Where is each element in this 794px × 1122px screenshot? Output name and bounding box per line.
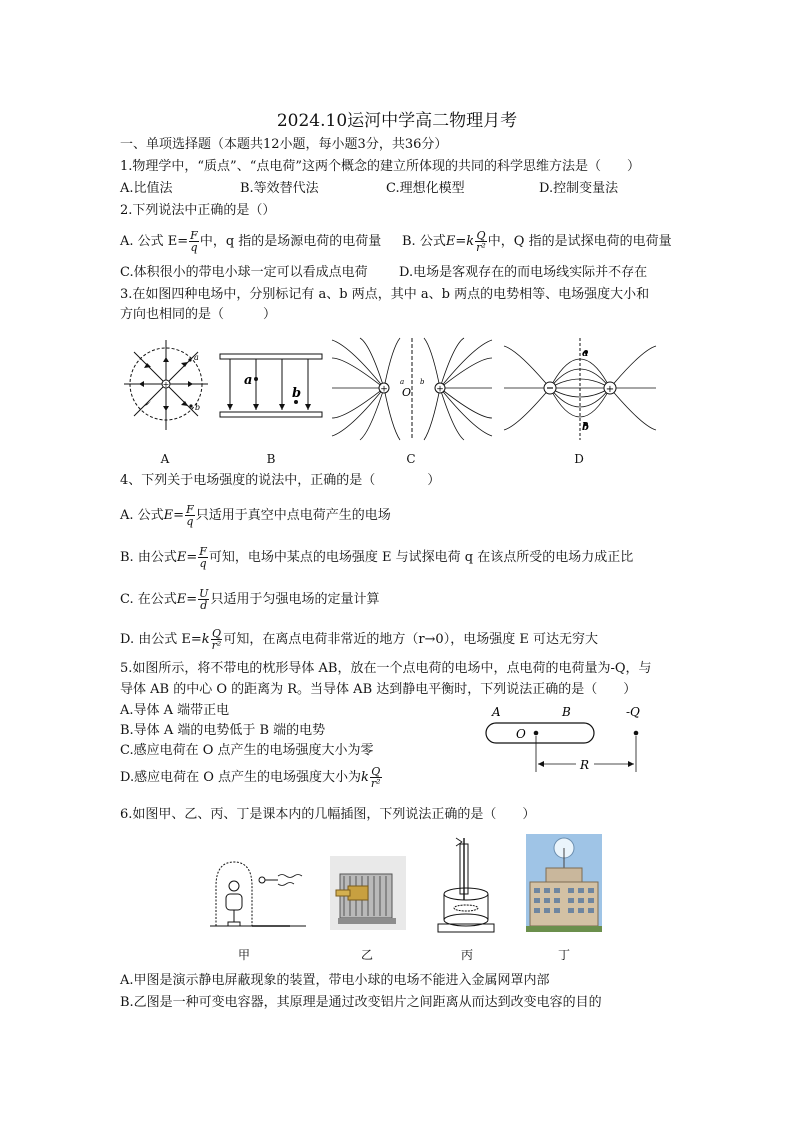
denominator: r² [211, 639, 222, 652]
distance-r-label: R [580, 758, 590, 772]
symbol-eq: = [173, 508, 185, 523]
q5-stem-line2: 导体 AB 的中心 O 的距离为 R。当导体 AB 达到静电平衡时，下列说法正确的是（ ） [120, 682, 637, 697]
end-a-label: A [492, 705, 501, 719]
q1-option-a: A.比值法 [120, 181, 173, 196]
denominator: r² [370, 777, 381, 790]
fraction-Q-over-r2 [475, 230, 487, 253]
q2-option-c: C.体积很小的带电小球一定可以看成点电荷 [120, 265, 368, 280]
svg-text:+: + [436, 384, 444, 395]
q4-d-prefix: D. 由公式 E= [120, 632, 202, 647]
symbol-E: E [176, 592, 187, 607]
point-b-label: b [292, 386, 302, 401]
fraction-U-over-d [198, 588, 209, 611]
point-b-label: b [195, 403, 201, 412]
q2-a-suffix: 中，q 指的是场源电荷的电荷量 [199, 234, 382, 249]
denominator: d [200, 599, 208, 612]
q2-b-suffix: 中，Q 指的是试探电荷的电荷量 [487, 234, 672, 249]
fig-label-yi: 乙 [360, 948, 373, 962]
fraction-F-over-q [198, 546, 208, 569]
fig-label-ding: 丁 [557, 948, 570, 962]
q4-a-suffix: 只适用于真空中点电荷产生的电场 [195, 508, 391, 523]
end-b-label: B [562, 705, 571, 719]
q3-stem-line2: 方向也相同的是（ ） [120, 307, 277, 322]
fig-label-d: D [574, 452, 584, 466]
q2-stem: 2.下列说法中正确的是（） [120, 203, 276, 218]
q4-c-prefix: C. 在公式 [120, 592, 177, 607]
point-a-label: a [244, 373, 253, 388]
q4-option-c [120, 588, 379, 611]
q2-option-a [120, 230, 381, 253]
q5-option-a: A.导体 A 端带正电 [120, 703, 230, 718]
fraction-Q-over-r2 [211, 628, 223, 651]
center-o-label: O [516, 727, 526, 741]
q4-stem: 4、下列关于电场强度的说法中，正确的是（ ） [120, 473, 441, 488]
q4-a-prefix: A. 公式 [120, 508, 164, 523]
fig-label-c: C [406, 452, 416, 466]
q2-option-b [402, 230, 672, 253]
symbol-eq: = [186, 592, 198, 607]
q4-c-suffix: 只适用于匀强电场的定量计算 [210, 592, 380, 607]
point-b-label: b [420, 378, 425, 386]
symbol-E: E [176, 550, 187, 565]
q6-option-b: B.乙图是一种可变电容器，其原理是通过改变铝片之间距离从而达到改变电容的目的 [120, 995, 602, 1010]
q1-stem: 1.物理学中，“质点”、“点电荷”这两个概念的建立所体现的共同的科学思维方法是（ ） [120, 159, 640, 174]
q2-option-d: D.电场是客观存在的而电场线实际并不存在 [399, 265, 648, 280]
q4-option-a [120, 504, 391, 527]
q5-option-c: C.感应电荷在 O 点产生的电场强度大小为零 [120, 743, 374, 758]
figure-jia-electroscope [210, 852, 310, 932]
page-title: 2024.10运河中学高二物理月考 [276, 111, 518, 131]
fraction-Q-over-r2 [370, 766, 382, 789]
denominator: q [190, 241, 198, 254]
symbol-eq: = [455, 234, 467, 249]
q4-option-d [120, 628, 598, 651]
charge-label: -Q [626, 705, 640, 719]
denominator: q [199, 557, 207, 570]
numerator: Q [476, 229, 486, 242]
origin-label: O [402, 386, 412, 399]
q1-option-d: D.控制变量法 [539, 181, 619, 196]
q5-option-b: B.导体 A 端的电势低于 B 端的电势 [120, 723, 326, 738]
fig-label-a: A [160, 452, 170, 466]
numerator: F [186, 503, 194, 516]
conductor-figure [480, 700, 652, 780]
figure-bing-apparatus [432, 834, 502, 934]
symbol-k: k [466, 234, 475, 249]
point-a-label: a [194, 353, 199, 362]
q4-b-prefix: B. 由公式 [120, 550, 177, 565]
fraction-F-over-q [185, 504, 195, 527]
symbol-eq: = [186, 550, 198, 565]
denominator: q [186, 515, 194, 528]
symbol-E: E [163, 508, 174, 523]
q3-stem-line1: 3.在如图四种电场中，分别标记有 a、b 两点，其中 a、b 两点的电势相等、电场强度大小和 [120, 287, 650, 302]
figure-yi-variable-capacitor [330, 856, 406, 930]
q1-option-b: B.等效替代法 [240, 181, 319, 196]
fraction-F-over-q [189, 230, 199, 253]
q4-b-suffix: 可知，电场中某点的电场强度 E 与试探电荷 q 在该点所受的电场力成正比 [208, 550, 634, 565]
q1-option-c: C.理想化模型 [386, 181, 465, 196]
field-figure-a [122, 336, 212, 436]
svg-text:+: + [380, 384, 388, 395]
symbol-E: E [445, 234, 456, 249]
svg-text:+: + [162, 380, 170, 389]
numerator: F [190, 229, 198, 242]
fig-label-jia: 甲 [237, 948, 250, 962]
q5-stem-line1: 5.如图所示，将不带电的枕形导体 AB，放在一个点电荷的电场中，点电荷的电荷量为-Q，与 [120, 661, 652, 676]
numerator: U [199, 587, 209, 600]
symbol-k: k [201, 632, 210, 647]
figure-ding-building [526, 834, 602, 932]
q4-d-suffix: 可知，在离点电荷非常近的地方（r→0），电场强度 E 可达无穷大 [223, 632, 598, 647]
q2-b-prefix: B. 公式 [402, 234, 446, 249]
numerator: Q [211, 627, 221, 640]
numerator: F [199, 545, 207, 558]
point-b-label: b [582, 422, 589, 433]
point-a-label: a [582, 348, 589, 359]
q6-stem: 6.如图甲、乙、丙、丁是课本内的几幅插图，下列说法正确的是（ ） [120, 807, 536, 822]
section-heading: 一、单项选择题（本题共12小题，每小题3分，共36分） [120, 137, 448, 152]
q5-option-d [120, 766, 383, 789]
field-figure-d [502, 336, 658, 442]
point-a-label: a [400, 378, 405, 386]
q4-option-b [120, 546, 633, 569]
field-figure-c [330, 336, 494, 442]
q6-option-a: A.甲图是演示静电屏蔽现象的装置，带电小球的电场不能进入金属网罩内部 [120, 973, 550, 988]
denominator: r² [476, 241, 486, 254]
fig-label-bing: 丙 [460, 948, 473, 962]
svg-text:+: + [605, 384, 615, 395]
q5-d-prefix: D.感应电荷在 O 点产生的电场强度大小为 [120, 770, 362, 785]
field-figure-b [218, 352, 324, 422]
q2-a-prefix: A. 公式 E= [120, 234, 189, 249]
numerator: Q [371, 765, 381, 778]
fig-label-b: B [266, 452, 276, 466]
symbol-k: k [361, 770, 369, 785]
